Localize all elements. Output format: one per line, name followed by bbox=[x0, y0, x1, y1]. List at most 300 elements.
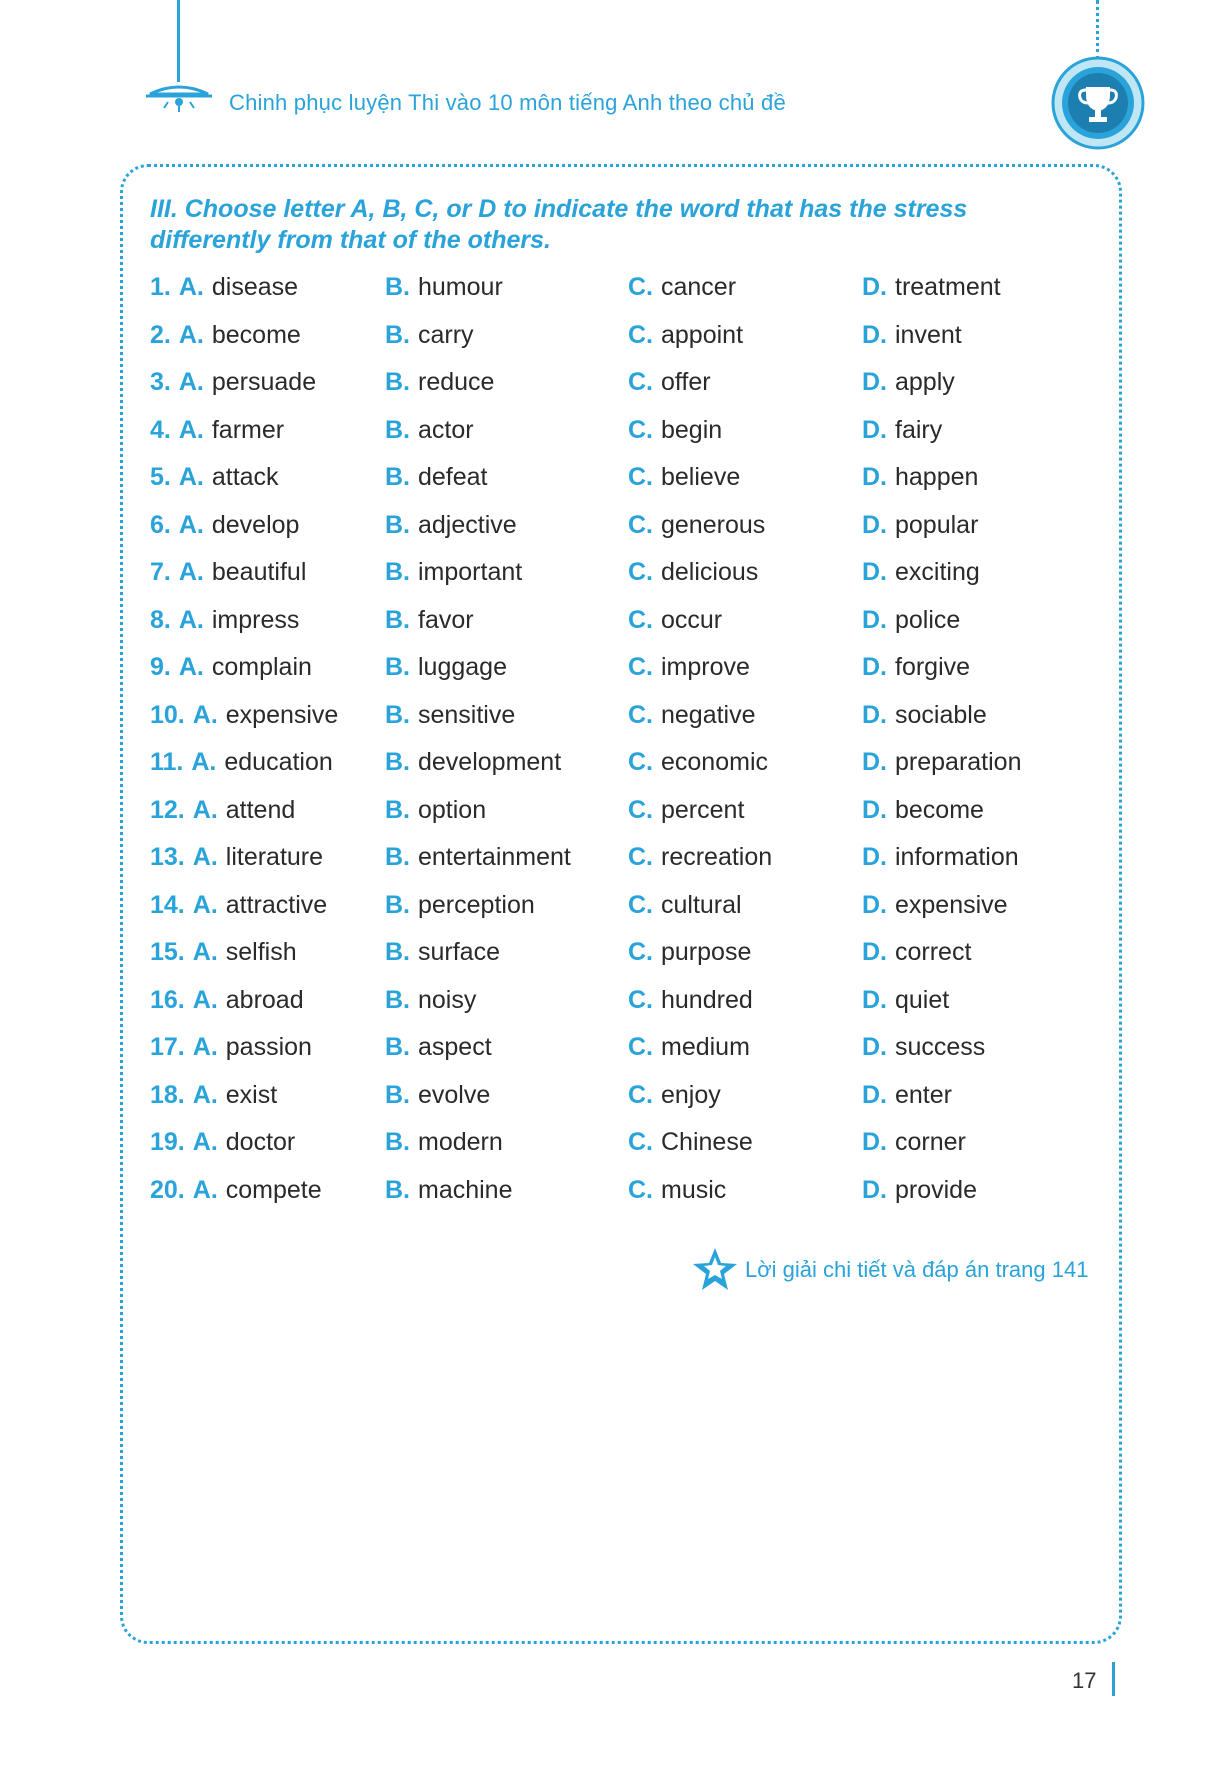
option-label: C. bbox=[628, 700, 653, 729]
option-word: favor bbox=[418, 605, 474, 634]
question-row bbox=[0, 1176, 1222, 1216]
option-word: complain bbox=[211, 653, 312, 681]
option-label: C. bbox=[628, 1080, 653, 1109]
option-b bbox=[385, 416, 474, 445]
option-d bbox=[862, 606, 960, 635]
option-a bbox=[150, 1033, 312, 1062]
option-word: develop bbox=[211, 510, 300, 539]
option-label: D. bbox=[862, 843, 887, 871]
option-label: D. bbox=[862, 320, 887, 349]
option-word: compete bbox=[225, 1175, 322, 1204]
option-word: appoint bbox=[661, 320, 744, 349]
page-number: 17 bbox=[1072, 1668, 1097, 1693]
option-label bbox=[150, 1176, 218, 1204]
option-b bbox=[385, 748, 561, 777]
option-word: enjoy bbox=[661, 1080, 721, 1109]
question-row bbox=[0, 986, 1222, 1026]
option-label bbox=[150, 843, 218, 871]
option-label: D. bbox=[862, 463, 887, 491]
option-word: farmer bbox=[211, 415, 285, 444]
option-word: aspect bbox=[418, 1033, 492, 1061]
option-word: hundred bbox=[661, 985, 753, 1014]
option-letter: A. bbox=[178, 320, 204, 349]
option-word: success bbox=[895, 1033, 986, 1061]
option-word: sociable bbox=[895, 700, 987, 729]
question-number: 1. bbox=[150, 273, 171, 301]
option-label bbox=[150, 986, 218, 1014]
option-label: C. bbox=[628, 1175, 653, 1204]
option-word: apply bbox=[895, 368, 955, 396]
option-label: B. bbox=[385, 938, 410, 966]
question-row bbox=[0, 1081, 1222, 1121]
question-row bbox=[0, 463, 1222, 503]
option-label bbox=[150, 796, 218, 824]
option-letter: A. bbox=[178, 415, 204, 444]
question-row bbox=[0, 938, 1222, 978]
option-word: education bbox=[224, 748, 333, 776]
option-label bbox=[150, 463, 204, 491]
option-a bbox=[150, 891, 327, 920]
option-word: correct bbox=[895, 938, 972, 966]
option-c bbox=[628, 511, 765, 540]
option-word: cultural bbox=[661, 890, 742, 919]
option-label: C. bbox=[628, 558, 653, 586]
option-word: believe bbox=[661, 463, 741, 491]
option-label bbox=[150, 511, 204, 539]
option-label: C. bbox=[628, 795, 653, 824]
option-label bbox=[150, 1128, 218, 1156]
option-word: economic bbox=[661, 748, 768, 776]
option-word: occur bbox=[661, 605, 723, 634]
question-row bbox=[0, 368, 1222, 408]
option-label bbox=[150, 416, 204, 444]
option-word: exist bbox=[225, 1080, 278, 1109]
option-d bbox=[862, 938, 971, 967]
option-label: C. bbox=[628, 273, 653, 301]
option-letter: A. bbox=[192, 1128, 218, 1156]
option-label: D. bbox=[862, 510, 887, 539]
option-b bbox=[385, 701, 515, 730]
question-number: 13. bbox=[150, 843, 185, 871]
option-d bbox=[862, 748, 1021, 777]
option-word: become bbox=[895, 795, 984, 824]
option-word: modern bbox=[418, 1128, 503, 1156]
option-b bbox=[385, 463, 488, 492]
star-icon bbox=[690, 1245, 740, 1295]
option-word: attend bbox=[225, 795, 296, 824]
option-word: enter bbox=[895, 1080, 952, 1109]
question-row bbox=[0, 321, 1222, 361]
option-label: D. bbox=[862, 748, 887, 776]
option-letter: A. bbox=[192, 938, 218, 966]
option-c bbox=[628, 558, 758, 587]
question-number: 7. bbox=[150, 558, 171, 586]
option-label: D. bbox=[862, 415, 887, 444]
exercise-instruction: III. Choose letter A, B, C, or D to indicate the word that has the stress differently from that of the others. bbox=[150, 195, 968, 254]
option-c bbox=[628, 1128, 753, 1157]
question-number: 20. bbox=[150, 1175, 185, 1204]
option-label: B. bbox=[385, 463, 410, 491]
option-b bbox=[385, 321, 474, 350]
option-d bbox=[862, 558, 980, 587]
option-word: important bbox=[418, 558, 523, 586]
footnote-text: Lời giải chi tiết và đáp án trang 141 bbox=[745, 1257, 1089, 1282]
option-letter: A. bbox=[192, 795, 218, 824]
option-word: adjective bbox=[418, 510, 517, 539]
question-row bbox=[0, 796, 1222, 836]
option-a bbox=[150, 1081, 277, 1110]
option-word: defeat bbox=[418, 463, 488, 491]
option-letter: A. bbox=[178, 368, 204, 396]
option-d bbox=[862, 1081, 952, 1110]
option-label: D. bbox=[862, 1033, 887, 1061]
option-label: C. bbox=[628, 510, 653, 539]
option-label: D. bbox=[862, 795, 887, 824]
option-a bbox=[150, 273, 298, 302]
option-label: B. bbox=[385, 985, 410, 1014]
question-number: 8. bbox=[150, 605, 171, 634]
question-row bbox=[0, 1128, 1222, 1168]
option-label: C. bbox=[628, 1033, 653, 1061]
option-a bbox=[150, 416, 284, 445]
option-d bbox=[862, 796, 984, 825]
question-number: 11. bbox=[150, 748, 184, 776]
option-d bbox=[862, 1128, 966, 1157]
option-c bbox=[628, 1081, 721, 1110]
option-label: D. bbox=[862, 558, 887, 586]
option-word: impress bbox=[211, 605, 300, 634]
option-word: percent bbox=[661, 795, 745, 824]
option-word: development bbox=[418, 748, 562, 776]
option-b bbox=[385, 1128, 503, 1157]
option-label bbox=[150, 653, 204, 681]
option-label: B. bbox=[385, 1128, 410, 1156]
question-row bbox=[0, 843, 1222, 883]
option-word: medium bbox=[661, 1033, 750, 1061]
option-letter: A. bbox=[192, 1080, 218, 1109]
option-label: B. bbox=[385, 415, 410, 444]
option-word: reduce bbox=[418, 368, 495, 396]
question-number: 9. bbox=[150, 653, 171, 681]
option-b bbox=[385, 1176, 513, 1205]
option-a bbox=[150, 796, 295, 825]
question-number: 17. bbox=[150, 1033, 185, 1061]
option-label: C. bbox=[628, 985, 653, 1014]
option-word: expensive bbox=[225, 700, 339, 729]
option-c bbox=[628, 606, 722, 635]
option-label: B. bbox=[385, 510, 410, 539]
option-a bbox=[150, 463, 279, 492]
option-a bbox=[150, 1176, 322, 1205]
option-letter: A. bbox=[178, 510, 204, 539]
option-b bbox=[385, 1081, 490, 1110]
option-c bbox=[628, 891, 742, 920]
option-c bbox=[628, 748, 768, 777]
question-number: 15. bbox=[150, 938, 185, 966]
option-word: preparation bbox=[895, 748, 1022, 776]
option-word: become bbox=[211, 320, 301, 349]
option-label bbox=[150, 558, 204, 586]
option-word: improve bbox=[661, 653, 750, 681]
option-label: C. bbox=[628, 368, 653, 396]
option-d bbox=[862, 321, 962, 350]
option-word: luggage bbox=[418, 653, 507, 681]
option-letter: A. bbox=[178, 463, 204, 491]
question-number: 2. bbox=[150, 320, 171, 349]
option-label bbox=[150, 1033, 218, 1061]
option-a bbox=[150, 606, 299, 635]
option-d bbox=[862, 416, 942, 445]
option-a bbox=[150, 511, 299, 540]
option-word: cancer bbox=[661, 273, 737, 301]
lamp-icon bbox=[146, 78, 212, 112]
option-label bbox=[150, 1081, 218, 1109]
option-label: D. bbox=[862, 653, 887, 681]
option-word: literature bbox=[225, 843, 324, 871]
option-label bbox=[150, 321, 204, 349]
option-word: disease bbox=[211, 273, 299, 301]
option-label: D. bbox=[862, 368, 887, 396]
option-letter: A. bbox=[178, 605, 204, 634]
badge-cord bbox=[1096, 0, 1099, 60]
option-letter: A. bbox=[192, 1033, 218, 1061]
question-number: 12. bbox=[150, 795, 185, 824]
option-a bbox=[150, 368, 316, 397]
option-label: C. bbox=[628, 415, 653, 444]
option-d bbox=[862, 511, 978, 540]
option-label: B. bbox=[385, 748, 410, 776]
option-word: begin bbox=[661, 415, 723, 444]
question-row bbox=[0, 511, 1222, 551]
option-c bbox=[628, 653, 750, 682]
option-word: carry bbox=[418, 320, 474, 349]
page-number-bar bbox=[1112, 1662, 1115, 1696]
option-word: popular bbox=[895, 510, 979, 539]
option-word: machine bbox=[418, 1175, 513, 1204]
option-letter: A. bbox=[192, 985, 218, 1014]
option-word: option bbox=[418, 795, 487, 824]
option-label: B. bbox=[385, 1033, 410, 1061]
option-label: D. bbox=[862, 1128, 887, 1156]
option-label: B. bbox=[385, 320, 410, 349]
option-c bbox=[628, 416, 722, 445]
question-row bbox=[0, 416, 1222, 456]
option-b bbox=[385, 1033, 492, 1062]
option-label: D. bbox=[862, 273, 887, 301]
option-word: music bbox=[661, 1175, 727, 1204]
option-letter: A. bbox=[192, 700, 218, 729]
option-c bbox=[628, 463, 740, 492]
option-c bbox=[628, 321, 743, 350]
option-label bbox=[150, 938, 218, 966]
option-label bbox=[150, 273, 204, 301]
option-b bbox=[385, 843, 571, 872]
option-label bbox=[150, 891, 218, 919]
option-a bbox=[150, 748, 333, 777]
question-row bbox=[0, 701, 1222, 741]
question-row bbox=[0, 748, 1222, 788]
option-word: recreation bbox=[661, 843, 773, 871]
option-word: delicious bbox=[661, 558, 759, 586]
option-a bbox=[150, 558, 306, 587]
option-word: attractive bbox=[225, 890, 328, 919]
option-d bbox=[862, 653, 970, 682]
option-letter: A. bbox=[192, 843, 218, 871]
option-word: exciting bbox=[895, 558, 980, 586]
option-a bbox=[150, 321, 301, 350]
option-word: happen bbox=[895, 463, 979, 491]
option-b bbox=[385, 558, 522, 587]
question-number: 19. bbox=[150, 1128, 185, 1156]
option-label: D. bbox=[862, 605, 887, 634]
option-label bbox=[150, 606, 204, 634]
option-label: D. bbox=[862, 890, 887, 919]
option-word: negative bbox=[661, 700, 756, 729]
question-number: 6. bbox=[150, 510, 171, 539]
question-row bbox=[0, 891, 1222, 931]
option-c bbox=[628, 938, 751, 967]
option-label: B. bbox=[385, 700, 410, 729]
option-label: B. bbox=[385, 653, 410, 681]
option-c bbox=[628, 1033, 750, 1062]
option-label: C. bbox=[628, 748, 653, 776]
question-row bbox=[0, 653, 1222, 693]
option-a bbox=[150, 701, 338, 730]
option-a bbox=[150, 843, 323, 872]
option-b bbox=[385, 606, 474, 635]
option-word: fairy bbox=[895, 415, 943, 444]
option-word: entertainment bbox=[418, 843, 571, 871]
option-d bbox=[862, 463, 978, 492]
option-word: doctor bbox=[225, 1128, 296, 1156]
option-word: surface bbox=[418, 938, 500, 966]
option-d bbox=[862, 701, 987, 730]
option-label: C. bbox=[628, 653, 653, 681]
option-a bbox=[150, 653, 312, 682]
option-b bbox=[385, 986, 476, 1015]
option-word: generous bbox=[661, 510, 766, 539]
option-word: provide bbox=[895, 1175, 977, 1204]
option-label: D. bbox=[862, 985, 887, 1014]
option-b bbox=[385, 891, 535, 920]
option-a bbox=[150, 938, 297, 967]
option-word: beautiful bbox=[211, 558, 307, 586]
option-label: D. bbox=[862, 700, 887, 729]
option-c bbox=[628, 273, 736, 302]
option-label: C. bbox=[628, 938, 653, 966]
option-label: B. bbox=[385, 273, 410, 301]
option-c bbox=[628, 701, 756, 730]
option-word: corner bbox=[895, 1128, 966, 1156]
question-number: 14. bbox=[150, 890, 185, 919]
question-number: 16. bbox=[150, 985, 185, 1014]
option-word: invent bbox=[895, 320, 962, 349]
option-label: B. bbox=[385, 890, 410, 919]
option-label: B. bbox=[385, 558, 410, 586]
question-row bbox=[0, 1033, 1222, 1073]
option-label: C. bbox=[628, 843, 653, 871]
option-word: Chinese bbox=[661, 1128, 753, 1156]
option-letter: A. bbox=[178, 273, 204, 301]
option-word: actor bbox=[418, 415, 474, 444]
option-b bbox=[385, 273, 503, 302]
option-word: sensitive bbox=[418, 700, 516, 729]
option-c bbox=[628, 796, 744, 825]
option-word: attack bbox=[211, 463, 279, 491]
question-number: 10. bbox=[150, 700, 185, 729]
option-letter: A. bbox=[178, 558, 204, 586]
option-c bbox=[628, 1176, 726, 1205]
option-label bbox=[150, 701, 218, 729]
option-c bbox=[628, 986, 753, 1015]
question-number: 3. bbox=[150, 368, 171, 396]
option-label: D. bbox=[862, 1175, 887, 1204]
option-label: B. bbox=[385, 795, 410, 824]
option-word: selfish bbox=[225, 938, 297, 966]
option-word: quiet bbox=[895, 985, 950, 1014]
question-number: 18. bbox=[150, 1080, 185, 1109]
option-label bbox=[150, 368, 204, 396]
option-letter: A. bbox=[192, 1175, 218, 1204]
option-c bbox=[628, 368, 711, 397]
option-label: B. bbox=[385, 1080, 410, 1109]
option-word: evolve bbox=[418, 1080, 491, 1109]
option-label: C. bbox=[628, 463, 653, 491]
option-label: D. bbox=[862, 938, 887, 966]
option-label bbox=[150, 748, 216, 776]
option-d bbox=[862, 368, 955, 397]
option-word: perception bbox=[418, 890, 535, 919]
option-d bbox=[862, 1033, 985, 1062]
option-word: expensive bbox=[895, 890, 1008, 919]
option-b bbox=[385, 511, 517, 540]
option-d bbox=[862, 273, 1001, 302]
option-a bbox=[150, 986, 304, 1015]
option-label: D. bbox=[862, 1080, 887, 1109]
option-word: passion bbox=[225, 1033, 312, 1061]
option-d bbox=[862, 1176, 977, 1205]
option-label: C. bbox=[628, 605, 653, 634]
trophy-icon bbox=[1050, 55, 1146, 151]
option-word: treatment bbox=[895, 273, 1001, 301]
option-letter: A. bbox=[192, 890, 218, 919]
option-d bbox=[862, 986, 949, 1015]
option-word: humour bbox=[418, 273, 503, 301]
option-label: C. bbox=[628, 320, 653, 349]
option-word: forgive bbox=[895, 653, 971, 681]
option-d bbox=[862, 843, 1019, 872]
option-label: B. bbox=[385, 843, 410, 871]
option-label: C. bbox=[628, 890, 653, 919]
option-word: police bbox=[895, 605, 961, 634]
option-label: C. bbox=[628, 1128, 653, 1156]
option-word: abroad bbox=[225, 985, 304, 1014]
option-b bbox=[385, 368, 494, 397]
option-word: noisy bbox=[418, 985, 477, 1014]
question-row bbox=[0, 558, 1222, 598]
option-word: offer bbox=[661, 368, 711, 396]
option-d bbox=[862, 891, 1008, 920]
option-word: purpose bbox=[661, 938, 752, 966]
option-b bbox=[385, 653, 507, 682]
option-b bbox=[385, 938, 500, 967]
option-word: persuade bbox=[211, 368, 317, 396]
option-label: B. bbox=[385, 605, 410, 634]
option-letter: A. bbox=[191, 748, 217, 776]
option-word: information bbox=[895, 843, 1019, 871]
question-number: 4. bbox=[150, 415, 171, 444]
option-label: B. bbox=[385, 368, 410, 396]
